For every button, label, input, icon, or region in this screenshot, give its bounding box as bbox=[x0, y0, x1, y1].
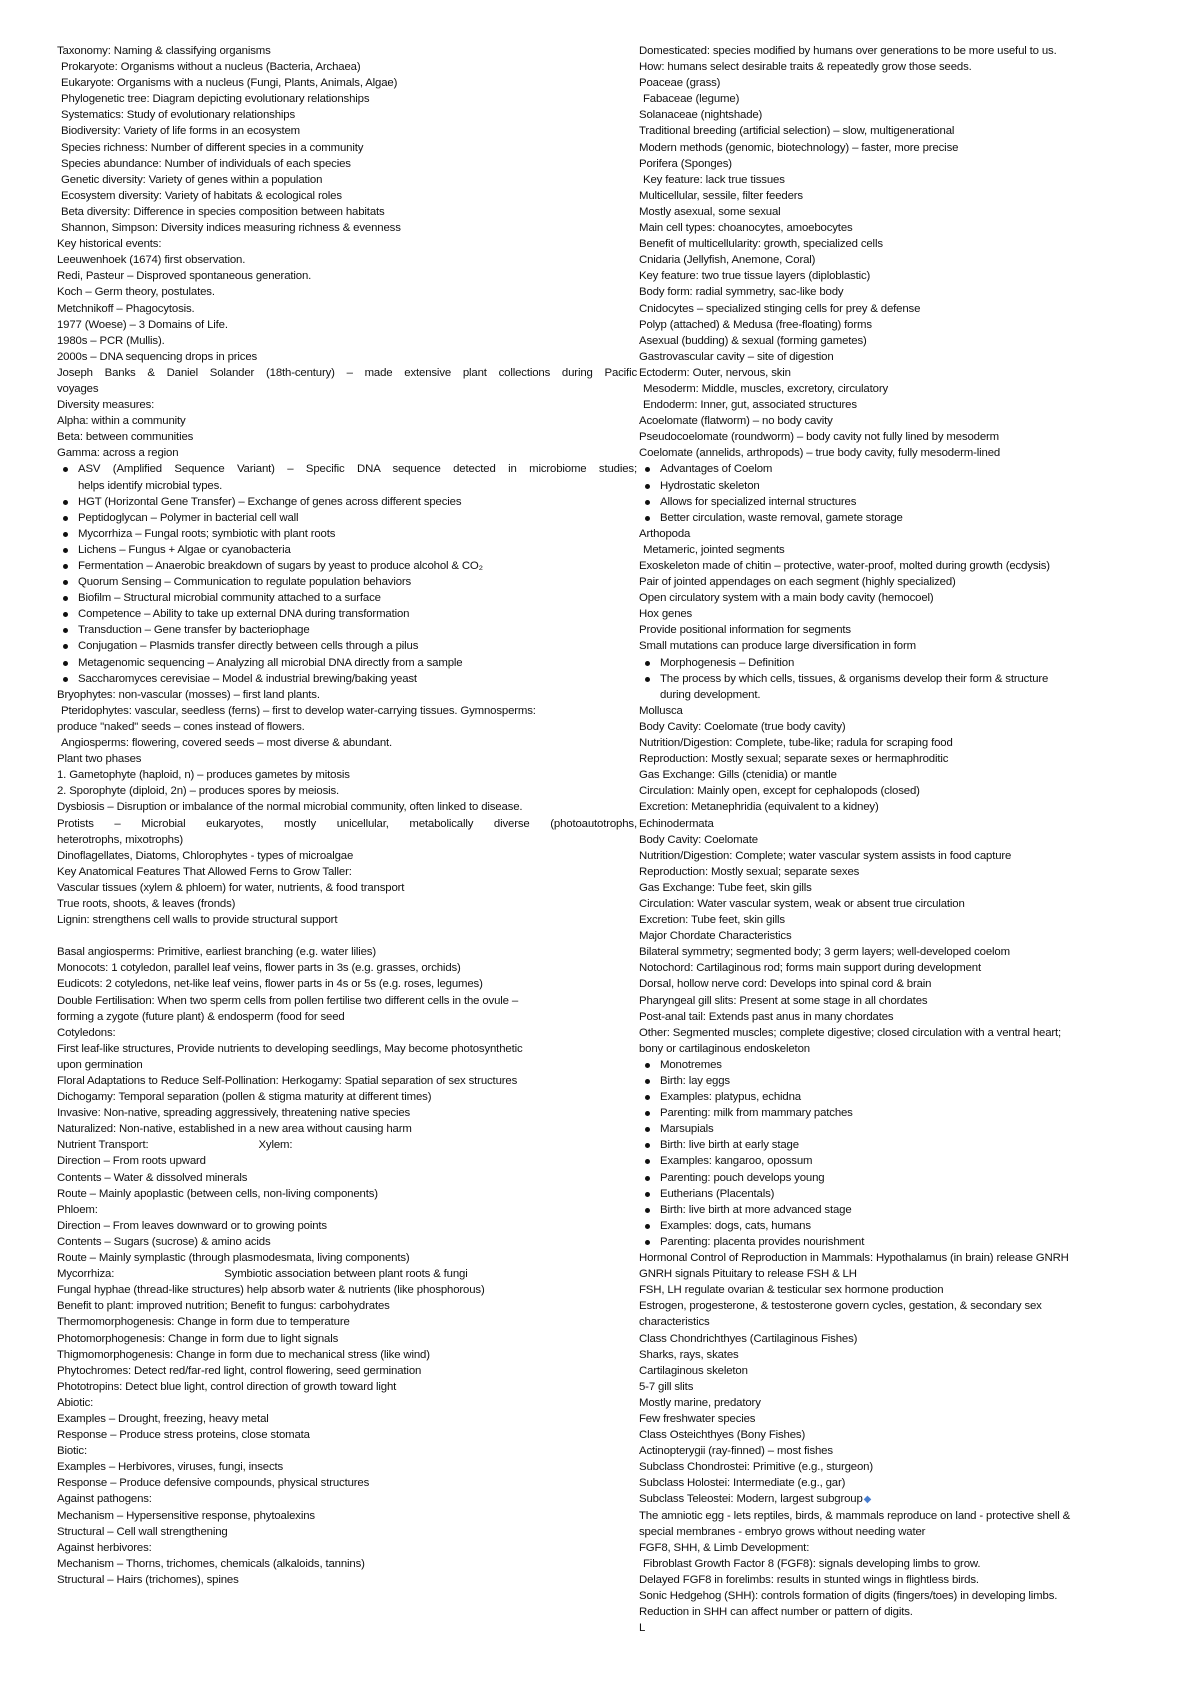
note-line: Delayed FGF8 in forelimbs: results in stunted wings in flightless birds. bbox=[639, 1573, 979, 1586]
note-line: Coelomate (annelids, arthropods) – true body cavity, fully mesoderm-lined bbox=[639, 447, 1001, 460]
note-line: Estrogen, progesterone, & testosterone govern cycles, gestation, & secondary sex bbox=[639, 1300, 1042, 1313]
bullet-item: Examples: kangaroo, opossum bbox=[639, 1153, 1159, 1169]
note-line: Reproduction: Mostly sexual; separate sexes or hermaphroditic bbox=[639, 753, 949, 766]
note-line: Route – Mainly apoplastic (between cells, non-living components) bbox=[57, 1187, 378, 1200]
note-line: Exoskeleton made of chitin – protective, water-proof, molted during growth (ecdysis) bbox=[639, 560, 1050, 572]
note-line: First leaf-like structures, Provide nutrients to developing seedlings, May become photosynthetic bbox=[57, 1042, 523, 1055]
bullet-item: Monotremes bbox=[639, 1057, 1159, 1073]
note-line: Genetic diversity: Variety of genes within a population bbox=[61, 173, 323, 186]
note-line: Pteridophytes: vascular, seedless (ferns) – first to develop water-carrying tissues. Gymnosperms: bbox=[61, 704, 536, 717]
bullet-item: Hydrostatic skeleton bbox=[639, 478, 1159, 494]
note-line: Provide positional information for segments bbox=[639, 624, 851, 637]
note-line: Bilateral symmetry; segmented body; 3 germ layers; well-developed coelom bbox=[639, 946, 1010, 959]
note-line: produce "naked" seeds – cones instead of flowers. bbox=[57, 720, 305, 733]
note-line: Route – Mainly symplastic (through plasmodesmata, living components) bbox=[57, 1252, 410, 1265]
bullet-item: Conjugation – Plasmids transfer directly between cells through a pilus bbox=[57, 638, 637, 654]
note-line: Gas Exchange: Gills (ctenidia) or mantle bbox=[639, 769, 837, 782]
note-line: Mostly marine, predatory bbox=[639, 1396, 761, 1409]
note-line: Contents – Water & dissolved minerals bbox=[57, 1171, 248, 1184]
bullet-item: Birth: live birth at early stage bbox=[639, 1137, 1159, 1153]
xylem-label: Xylem: bbox=[258, 1139, 293, 1152]
bullet-item: Advantages of Coelom bbox=[639, 461, 1159, 477]
note-line: Sonic Hedgehog (SHH): controls formation of digits (fingers/toes) in developing limbs. bbox=[639, 1590, 1058, 1602]
note-line: Polyp (attached) & Medusa (free-floating) forms bbox=[639, 318, 872, 331]
note-line: Few freshwater species bbox=[639, 1412, 756, 1425]
note-line: Species abundance: Number of individuals of each species bbox=[61, 157, 351, 170]
note-line: Direction – From roots upward bbox=[57, 1155, 206, 1168]
note-line: Echinodermata bbox=[639, 817, 714, 830]
note-line: 1977 (Woese) – 3 Domains of Life. bbox=[57, 318, 228, 331]
note-line: Pseudocoelomate (roundworm) – body cavity not fully lined by mesoderm bbox=[639, 431, 1000, 444]
note-line: Hox genes bbox=[639, 608, 693, 621]
note-line: Redi, Pasteur – Disproved spontaneous generation. bbox=[57, 270, 312, 283]
note-line: Mechanism – Hypersensitive response, phytoalexins bbox=[57, 1509, 315, 1522]
note-line: Cartilaginous skeleton bbox=[639, 1364, 748, 1377]
note-line: Main cell types: choanocytes, amoebocytes bbox=[639, 222, 853, 235]
mycorrhiza-label: Mycorrhiza: bbox=[57, 1268, 115, 1281]
note-line: Biodiversity: Variety of life forms in an ecosystem bbox=[61, 125, 301, 138]
note-line: GNRH signals Pituitary to release FSH & LH bbox=[639, 1268, 857, 1281]
bullet-item: Marsupials bbox=[639, 1121, 1159, 1137]
note-line: Eukaryote: Organisms with a nucleus (Fungi, Plants, Animals, Algae) bbox=[61, 77, 398, 90]
bullet-item: Competence – Ability to take up external DNA during transformation bbox=[57, 606, 637, 622]
bullet-item: Parenting: milk from mammary patches bbox=[639, 1105, 1159, 1121]
note-line: Fibroblast Growth Factor 8 (FGF8): signals developing limbs to grow. bbox=[643, 1557, 981, 1570]
note-line: Asexual (budding) & sexual (forming gametes) bbox=[639, 334, 867, 347]
note-line: Joseph Banks & Daniel Solander (18th-century) – made extensive plant collections during Pacific bbox=[57, 366, 637, 379]
note-line: Class Chondrichthyes (Cartilaginous Fishes) bbox=[639, 1332, 858, 1345]
bullet-item: Morphogenesis – Definition bbox=[639, 655, 1159, 671]
note-line: Dichogamy: Temporal separation (pollen & stigma maturity at different times) bbox=[57, 1091, 432, 1104]
bullet-item: Parenting: pouch develops young bbox=[639, 1170, 1159, 1186]
note-line: Traditional breeding (artificial selection) – slow, multigenerational bbox=[639, 125, 955, 138]
note-line: special membranes - embryo grows without needing water bbox=[639, 1525, 926, 1538]
note-line: Dinoflagellates, Diatoms, Chlorophytes - types of microalgae bbox=[57, 849, 354, 862]
note-line: Benefit of multicellularity: growth, specialized cells bbox=[639, 238, 883, 251]
note-line: upon germination bbox=[57, 1058, 143, 1071]
note-line: Angiosperms: flowering, covered seeds – most diverse & abundant. bbox=[61, 737, 393, 750]
note-line bbox=[639, 1491, 1159, 1507]
bullet-item: Lichens – Fungus + Algae or cyanobacteria bbox=[57, 542, 637, 558]
bullet-item: Metagenomic sequencing – Analyzing all microbial DNA directly from a sample bbox=[57, 655, 637, 671]
bullet-item: Mycorrhiza – Fungal roots; symbiotic with plant roots bbox=[57, 526, 637, 542]
note-line: Metchnikoff – Phagocytosis. bbox=[57, 302, 195, 315]
note-line: Systematics: Study of evolutionary relationships bbox=[61, 109, 296, 122]
note-line: characteristics bbox=[639, 1316, 710, 1329]
note-line: Gas Exchange: Tube feet, skin gills bbox=[639, 881, 812, 894]
note-line: Benefit to plant: improved nutrition; Benefit to fungus: carbohydrates bbox=[57, 1300, 390, 1313]
note-line: Subclass Chondrostei: Primitive (e.g., sturgeon) bbox=[639, 1461, 874, 1474]
note-line: Fungal hyphae (thread-like structures) help absorb water & nutrients (like phosphorous) bbox=[57, 1284, 485, 1297]
note-line: Excretion: Tube feet, skin gills bbox=[639, 914, 785, 927]
note-line bbox=[57, 1266, 637, 1282]
note-line: Alpha: within a community bbox=[57, 415, 186, 428]
note-line: 2000s – DNA sequencing drops in prices bbox=[57, 350, 258, 363]
note-line: True roots, shoots, & leaves (fronds) bbox=[57, 897, 236, 910]
note-line: Floral Adaptations to Reduce Self-Pollination: Herkogamy: Spatial separation of sex structures bbox=[57, 1075, 518, 1087]
note-line: Key feature: lack true tissues bbox=[643, 173, 785, 186]
bullet-item: Examples: platypus, echidna bbox=[639, 1089, 1159, 1105]
note-line: Shannon, Simpson: Diversity indices measuring richness & evenness bbox=[61, 222, 401, 235]
teleostei-text: Subclass Teleostei: Modern, largest subgroup bbox=[639, 1493, 863, 1506]
note-line: Porifera (Sponges) bbox=[639, 157, 732, 170]
note-line: Endoderm: Inner, gut, associated structures bbox=[643, 399, 857, 412]
note-line: Taxonomy: Naming & classifying organisms bbox=[57, 45, 271, 57]
bullet-item: HGT (Horizontal Gene Transfer) – Exchange of genes across different species bbox=[57, 494, 637, 510]
note-line: during development. bbox=[660, 688, 761, 701]
note-line: Protists – Microbial eukaryotes, mostly unicellular, metabolically diverse (photoautotrophs, bbox=[57, 817, 637, 830]
note-line: Phytochromes: Detect red/far-red light, control flowering, seed germination bbox=[57, 1364, 422, 1377]
bullet-item: Allows for specialized internal structures bbox=[639, 494, 1159, 510]
note-line: Circulation: Water vascular system, weak or absent true circulation bbox=[639, 897, 965, 910]
note-line: Subclass Holostei: Intermediate (e.g., gar) bbox=[639, 1477, 846, 1490]
bullet-item: Examples: dogs, cats, humans bbox=[639, 1218, 1159, 1234]
note-line: Open circulatory system with a main body cavity (hemocoel) bbox=[639, 592, 934, 605]
note-line: Arthopoda bbox=[639, 527, 691, 540]
note-line: Modern methods (genomic, biotechnology) – faster, more precise bbox=[639, 141, 959, 154]
note-line: Pharyngeal gill slits: Present at some stage in all chordates bbox=[639, 994, 928, 1007]
bullet-item: Better circulation, waste removal, gamete storage bbox=[639, 510, 1159, 526]
note-line: L bbox=[639, 1622, 646, 1635]
note-line: Against herbivores: bbox=[57, 1541, 152, 1554]
blank-line bbox=[57, 928, 637, 944]
note-line bbox=[57, 1588, 637, 1604]
note-line: Reproduction: Mostly sexual; separate sexes bbox=[639, 865, 860, 878]
note-line: Lignin: strengthens cell walls to provide structural support bbox=[57, 914, 338, 927]
note-line: How: humans select desirable traits & repeatedly grow those seeds. bbox=[639, 61, 972, 74]
note-line: Thigmomorphogenesis: Change in form due to mechanical stress (like wind) bbox=[57, 1348, 430, 1361]
note-line: Structural – Hairs (trichomes), spines bbox=[57, 1573, 239, 1586]
note-line: Cnidocytes – specialized stinging cells for prey & defense bbox=[639, 302, 921, 315]
note-line: Response – Produce defensive compounds, physical structures bbox=[57, 1477, 370, 1490]
note-line: Vascular tissues (xylem & phloem) for water, nutrients, & food transport bbox=[57, 881, 405, 894]
note-line: Gastrovascular cavity – site of digestion bbox=[639, 350, 834, 363]
note-line: Structural – Cell wall strengthening bbox=[57, 1525, 228, 1538]
note-line: Naturalized: Non-native, established in a new area without causing harm bbox=[57, 1123, 412, 1136]
mycorrhiza-definition: Symbiotic association between plant roots & fungi bbox=[224, 1268, 468, 1281]
note-line: Metameric, jointed segments bbox=[643, 543, 785, 556]
note-line: heterotrophs, mixotrophs) bbox=[57, 833, 184, 846]
note-line: Invasive: Non-native, spreading aggressively, threatening native species bbox=[57, 1107, 411, 1120]
note-line: Hormonal Control of Reproduction in Mammals: Hypothalamus (in brain) release GNRH bbox=[639, 1252, 1069, 1265]
bullet-item: Transduction – Gene transfer by bacteriophage bbox=[57, 622, 637, 638]
note-line: Abiotic: bbox=[57, 1396, 94, 1409]
note-line: Ectoderm: Outer, nervous, skin bbox=[639, 366, 791, 379]
bullet-item: Birth: live birth at more advanced stage bbox=[639, 1202, 1159, 1218]
note-line: Koch – Germ theory, postulates. bbox=[57, 286, 215, 299]
note-line: Circulation: Mainly open, except for cephalopods (closed) bbox=[639, 785, 920, 798]
note-line bbox=[57, 1137, 637, 1153]
note-line: Diversity measures: bbox=[57, 399, 155, 412]
note-line: Cotyledons: bbox=[57, 1026, 116, 1039]
note-line: 1980s – PCR (Mullis). bbox=[57, 334, 165, 347]
note-line: Nutrition/Digestion: Complete; water vascular system assists in food capture bbox=[639, 849, 1012, 862]
note-line: Leeuwenhoek (1674) first observation. bbox=[57, 254, 246, 267]
note-line: Mechanism – Thorns, trichomes, chemicals (alkaloids, tannins) bbox=[57, 1557, 365, 1570]
note-line: Reduction in SHH can affect number or pattern of digits. bbox=[639, 1606, 913, 1619]
note-line: Acoelomate (flatworm) – no body cavity bbox=[639, 415, 833, 428]
note-line: Beta diversity: Difference in species composition between habitats bbox=[61, 205, 385, 218]
bullet-item: Peptidoglycan – Polymer in bacterial cell wall bbox=[57, 510, 637, 526]
note-line: Contents – Sugars (sucrose) & amino acids bbox=[57, 1235, 271, 1248]
note-line: The amniotic egg - lets reptiles, birds, & mammals reproduce on land - protective shell & bbox=[639, 1509, 1071, 1522]
note-line: Notochord: Cartilaginous rod; forms main support during development bbox=[639, 962, 981, 975]
note-line: Excretion: Metanephridia (equivalent to a kidney) bbox=[639, 801, 879, 814]
note-line: Sharks, rays, skates bbox=[639, 1348, 739, 1361]
note-line: Thermomorphogenesis: Change in form due to temperature bbox=[57, 1316, 350, 1329]
note-line: Beta: between communities bbox=[57, 431, 194, 444]
note-line: 1. Gametophyte (haploid, n) – produces gametes by mitosis bbox=[57, 769, 350, 782]
note-line: Against pathogens: bbox=[57, 1493, 152, 1506]
bullet-item: Biofilm – Structural microbial community attached to a surface bbox=[57, 590, 637, 606]
note-line: Actinopterygii (ray-finned) – most fishes bbox=[639, 1445, 833, 1458]
note-line: Direction – From leaves downward or to growing points bbox=[57, 1219, 327, 1232]
note-line: Major Chordate Characteristics bbox=[639, 930, 792, 943]
note-line: Class Osteichthyes (Bony Fishes) bbox=[639, 1429, 806, 1442]
note-line: voyages bbox=[57, 382, 99, 395]
note-line: Ecosystem diversity: Variety of habitats & ecological roles bbox=[61, 189, 342, 202]
note-line: Key feature: two true tissue layers (diploblastic) bbox=[639, 270, 871, 283]
nutrient-transport-label: Nutrient Transport: bbox=[57, 1139, 149, 1152]
note-line: Multicellular, sessile, filter feeders bbox=[639, 189, 803, 202]
diamond-icon: ◆ bbox=[863, 1494, 872, 1506]
bullet-item: Parenting: placenta provides nourishment bbox=[639, 1234, 1159, 1250]
note-line: Dorsal, hollow nerve cord: Develops into spinal cord & brain bbox=[639, 978, 932, 991]
note-line: 5-7 gill slits bbox=[639, 1380, 694, 1393]
bullet-item: Quorum Sensing – Communication to regulate population behaviors bbox=[57, 574, 637, 590]
note-line: Poaceae (grass) bbox=[639, 77, 721, 90]
note-line: Domesticated: species modified by humans over generations to be more useful to us. bbox=[639, 45, 1057, 57]
note-line: Response – Produce stress proteins, close stomata bbox=[57, 1429, 310, 1442]
note-line: Monocots: 1 cotyledon, parallel leaf veins, flower parts in 3s (e.g. grasses, orchids) bbox=[57, 962, 461, 975]
bullet-item: Saccharomyces cerevisiae – Model & industrial brewing/baking yeast bbox=[57, 671, 637, 687]
note-line: Prokaryote: Organisms without a nucleus (Bacteria, Archaea) bbox=[61, 61, 361, 74]
note-line: Bryophytes: non-vascular (mosses) – first land plants. bbox=[57, 688, 320, 701]
bullet-item: Birth: lay eggs bbox=[639, 1073, 1159, 1089]
note-line: Solanaceae (nightshade) bbox=[639, 109, 763, 122]
note-line: helps identify microbial types. bbox=[78, 479, 223, 492]
note-line: Cnidaria (Jellyfish, Anemone, Coral) bbox=[639, 254, 816, 267]
note-line: Other: Segmented muscles; complete digestive; closed circulation with a ventral heart; bbox=[639, 1026, 1062, 1039]
note-line: forming a zygote (future plant) & endosperm (food for seed bbox=[57, 1010, 345, 1023]
bullet-item: Eutherians (Placentals) bbox=[639, 1186, 1159, 1202]
note-line: Species richness: Number of different species in a community bbox=[61, 141, 364, 154]
note-line: 2. Sporophyte (diploid, 2n) – produces spores by meiosis. bbox=[57, 785, 340, 798]
note-line: Photomorphogenesis: Change in form due to light signals bbox=[57, 1332, 339, 1345]
bullet-item: The process by which cells, tissues, & organisms develop their form & structure bbox=[639, 671, 1159, 687]
bullet-item: Fermentation – Anaerobic breakdown of sugars by yeast to produce alcohol & CO₂ bbox=[57, 558, 637, 574]
note-line: Plant two phases bbox=[57, 753, 142, 766]
note-line: Fabaceae (legume) bbox=[643, 93, 740, 106]
note-line: bony or cartilaginous endoskeleton bbox=[639, 1042, 810, 1055]
right-column bbox=[639, 43, 1159, 1636]
note-line: Key historical events: bbox=[57, 238, 162, 251]
note-line: Small mutations can produce large diversification in form bbox=[639, 640, 916, 653]
note-line: Phloem: bbox=[57, 1203, 98, 1216]
note-line: Mollusca bbox=[639, 704, 683, 717]
note-line: Gamma: across a region bbox=[57, 447, 179, 460]
note-line: FSH, LH regulate ovarian & testicular sex hormone production bbox=[639, 1284, 944, 1297]
note-line: Body Cavity: Coelomate (true body cavity) bbox=[639, 720, 846, 733]
note-line: Post-anal tail: Extends past anus in many chordates bbox=[639, 1010, 894, 1023]
note-line: Mostly asexual, some sexual bbox=[639, 205, 781, 218]
note-line: Phototropins: Detect blue light, control direction of growth toward light bbox=[57, 1380, 397, 1393]
note-line: Body form: radial symmetry, sac-like body bbox=[639, 286, 844, 299]
note-line: Examples – Herbivores, viruses, fungi, insects bbox=[57, 1461, 284, 1474]
note-line: Phylogenetic tree: Diagram depicting evolutionary relationships bbox=[61, 93, 370, 106]
bullet-item: ASV (Amplified Sequence Variant) – Specific DNA sequence detected in microbiome studies; bbox=[57, 461, 637, 477]
note-line: FGF8, SHH, & Limb Development: bbox=[639, 1541, 810, 1554]
left-column bbox=[57, 43, 637, 1604]
note-line: Dysbiosis – Disruption or imbalance of the normal microbial community, often linked to disease. bbox=[57, 801, 523, 814]
note-line: Basal angiosperms: Primitive, earliest branching (e.g. water lilies) bbox=[57, 946, 376, 959]
note-line: Mesoderm: Middle, muscles, excretory, circulatory bbox=[643, 382, 889, 395]
note-line: Body Cavity: Coelomate bbox=[639, 833, 758, 846]
note-line: Biotic: bbox=[57, 1445, 87, 1458]
note-line: Examples – Drought, freezing, heavy metal bbox=[57, 1412, 269, 1425]
note-line: Eudicots: 2 cotyledons, net-like leaf veins, flower parts in 4s or 5s (e.g. roses, legumes) bbox=[57, 978, 483, 991]
note-line: Nutrition/Digestion: Complete, tube-like; radula for scraping food bbox=[639, 737, 953, 750]
note-line: Double Fertilisation: When two sperm cells from pollen fertilise two different cells in the ovule – bbox=[57, 994, 519, 1007]
note-line: Pair of jointed appendages on each segment (highly specialized) bbox=[639, 576, 956, 589]
note-line: Key Anatomical Features That Allowed Ferns to Grow Taller: bbox=[57, 865, 352, 878]
